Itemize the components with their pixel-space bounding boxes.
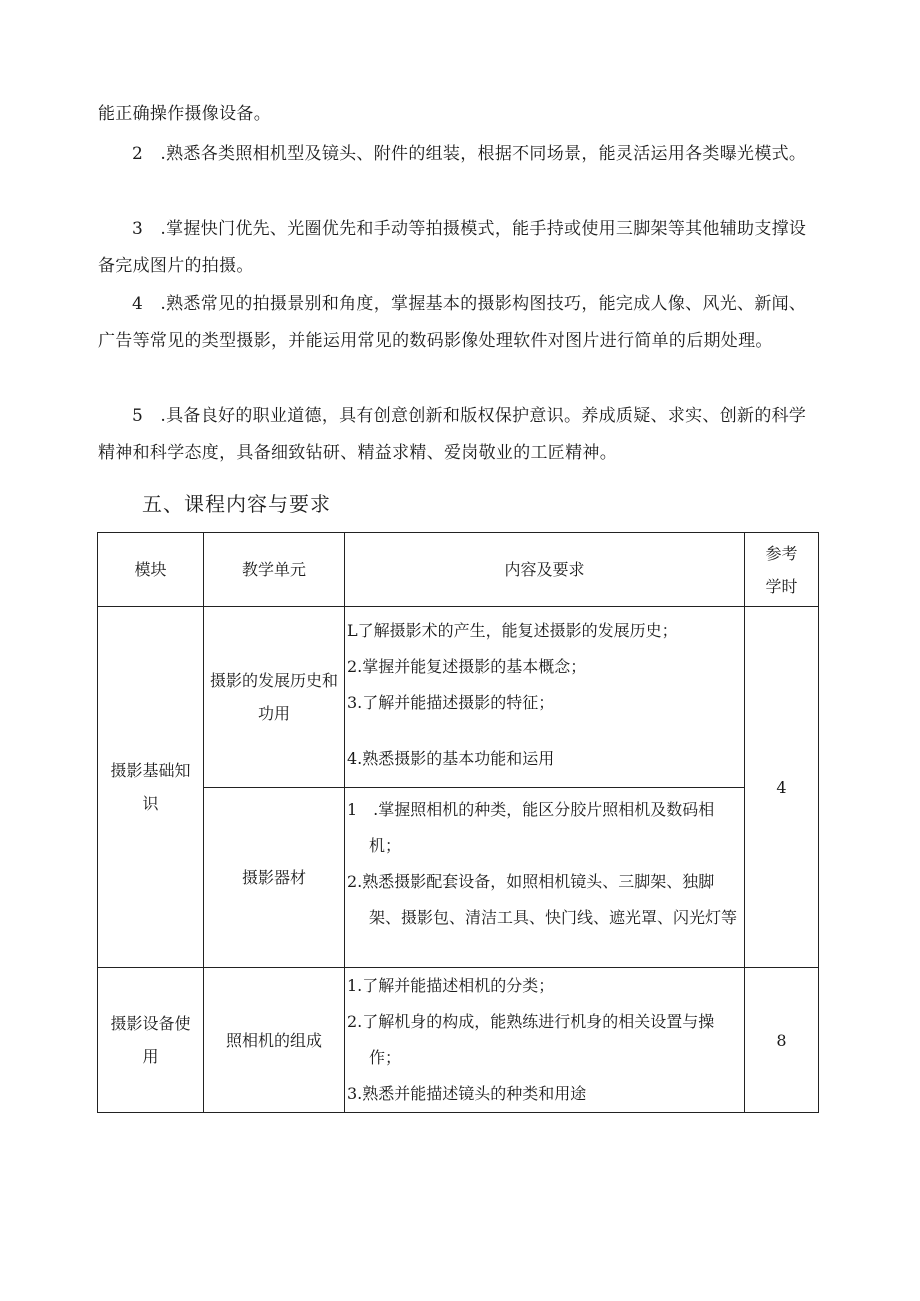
content-cell [345,968,745,1113]
requirement-item: 3.熟悉并能描述镜头的种类和用途 [347,1084,587,1103]
hours-cell: 4 [745,607,819,968]
paragraph-objective-2: 2 .熟悉各类照相机型及镜头、附件的组装，根据不同场景，能灵活运用各类曝光模式。 [132,144,807,164]
requirement-item: 4.熟悉摄影的基本功能和运用 [347,749,555,768]
header-unit: 教学单元 [204,533,345,607]
requirement-item: 2.熟悉摄影配套设备，如照相机镜头、三脚架、独脚架、摄影包、清洁工具、快门线、遮光罩、闪光灯等 [347,872,738,927]
requirement-item: 1.了解并能描述相机的分类； [347,976,555,995]
header-hours: 参考学时 [745,533,819,607]
content-cell [345,607,745,788]
header-content: 内容及要求 [345,533,745,607]
requirement-item: 2.掌握并能复述摄影的基本概念； [347,657,587,676]
paragraph-objective-4: 4 .熟悉常见的拍摄景别和角度，掌握基本的摄影构图技巧，能完成人像、风光、新闻、广告等常见的类型摄影，并能运用常见的数码影像处理软件对图片进行简单的后期处理。 [98,294,807,351]
module-cell: 摄影基础知识 [98,607,204,968]
content-cell [345,788,745,968]
paragraph-objective-5: 5 .具备良好的职业道德，具有创意创新和版权保护意识。养成质疑、求实、创新的科学精神和科学态度，具备细致钻研、精益求精、爱岗敬业的工匠精神。 [98,406,807,463]
table-row [98,607,819,788]
course-content-table [97,532,819,1113]
requirement-item: L了解摄影术的产生，能复述摄影的发展历史； [347,621,678,640]
hours-cell: 8 [745,968,819,1113]
table-row [98,788,819,968]
requirement-item: 2.了解机身的构成，能熟练进行机身的相关设置与操作； [347,1012,715,1067]
table-header-row [98,533,819,607]
paragraph-objective-3: 3 .掌握快门优先、光圈优先和手动等拍摄模式，能手持或使用三脚架等其他辅助支撑设备完成图片的拍摄。 [98,219,807,276]
unit-cell: 摄影器材 [204,788,345,968]
unit-cell: 照相机的组成 [204,968,345,1113]
requirement-item: 1 .掌握照相机的种类，能区分胶片照相机及数码相机； [347,800,715,855]
paragraph-device-operation: 能正确操作摄像设备。 [98,104,271,124]
module-cell: 摄影设备使用 [98,968,204,1113]
requirement-item: 3.了解并能描述摄影的特征； [347,693,555,712]
unit-cell: 摄影的发展历史和功用 [204,607,345,788]
table-row [98,968,819,1113]
header-module: 模块 [98,533,204,607]
section-heading: 五、课程内容与要求 [142,492,331,516]
